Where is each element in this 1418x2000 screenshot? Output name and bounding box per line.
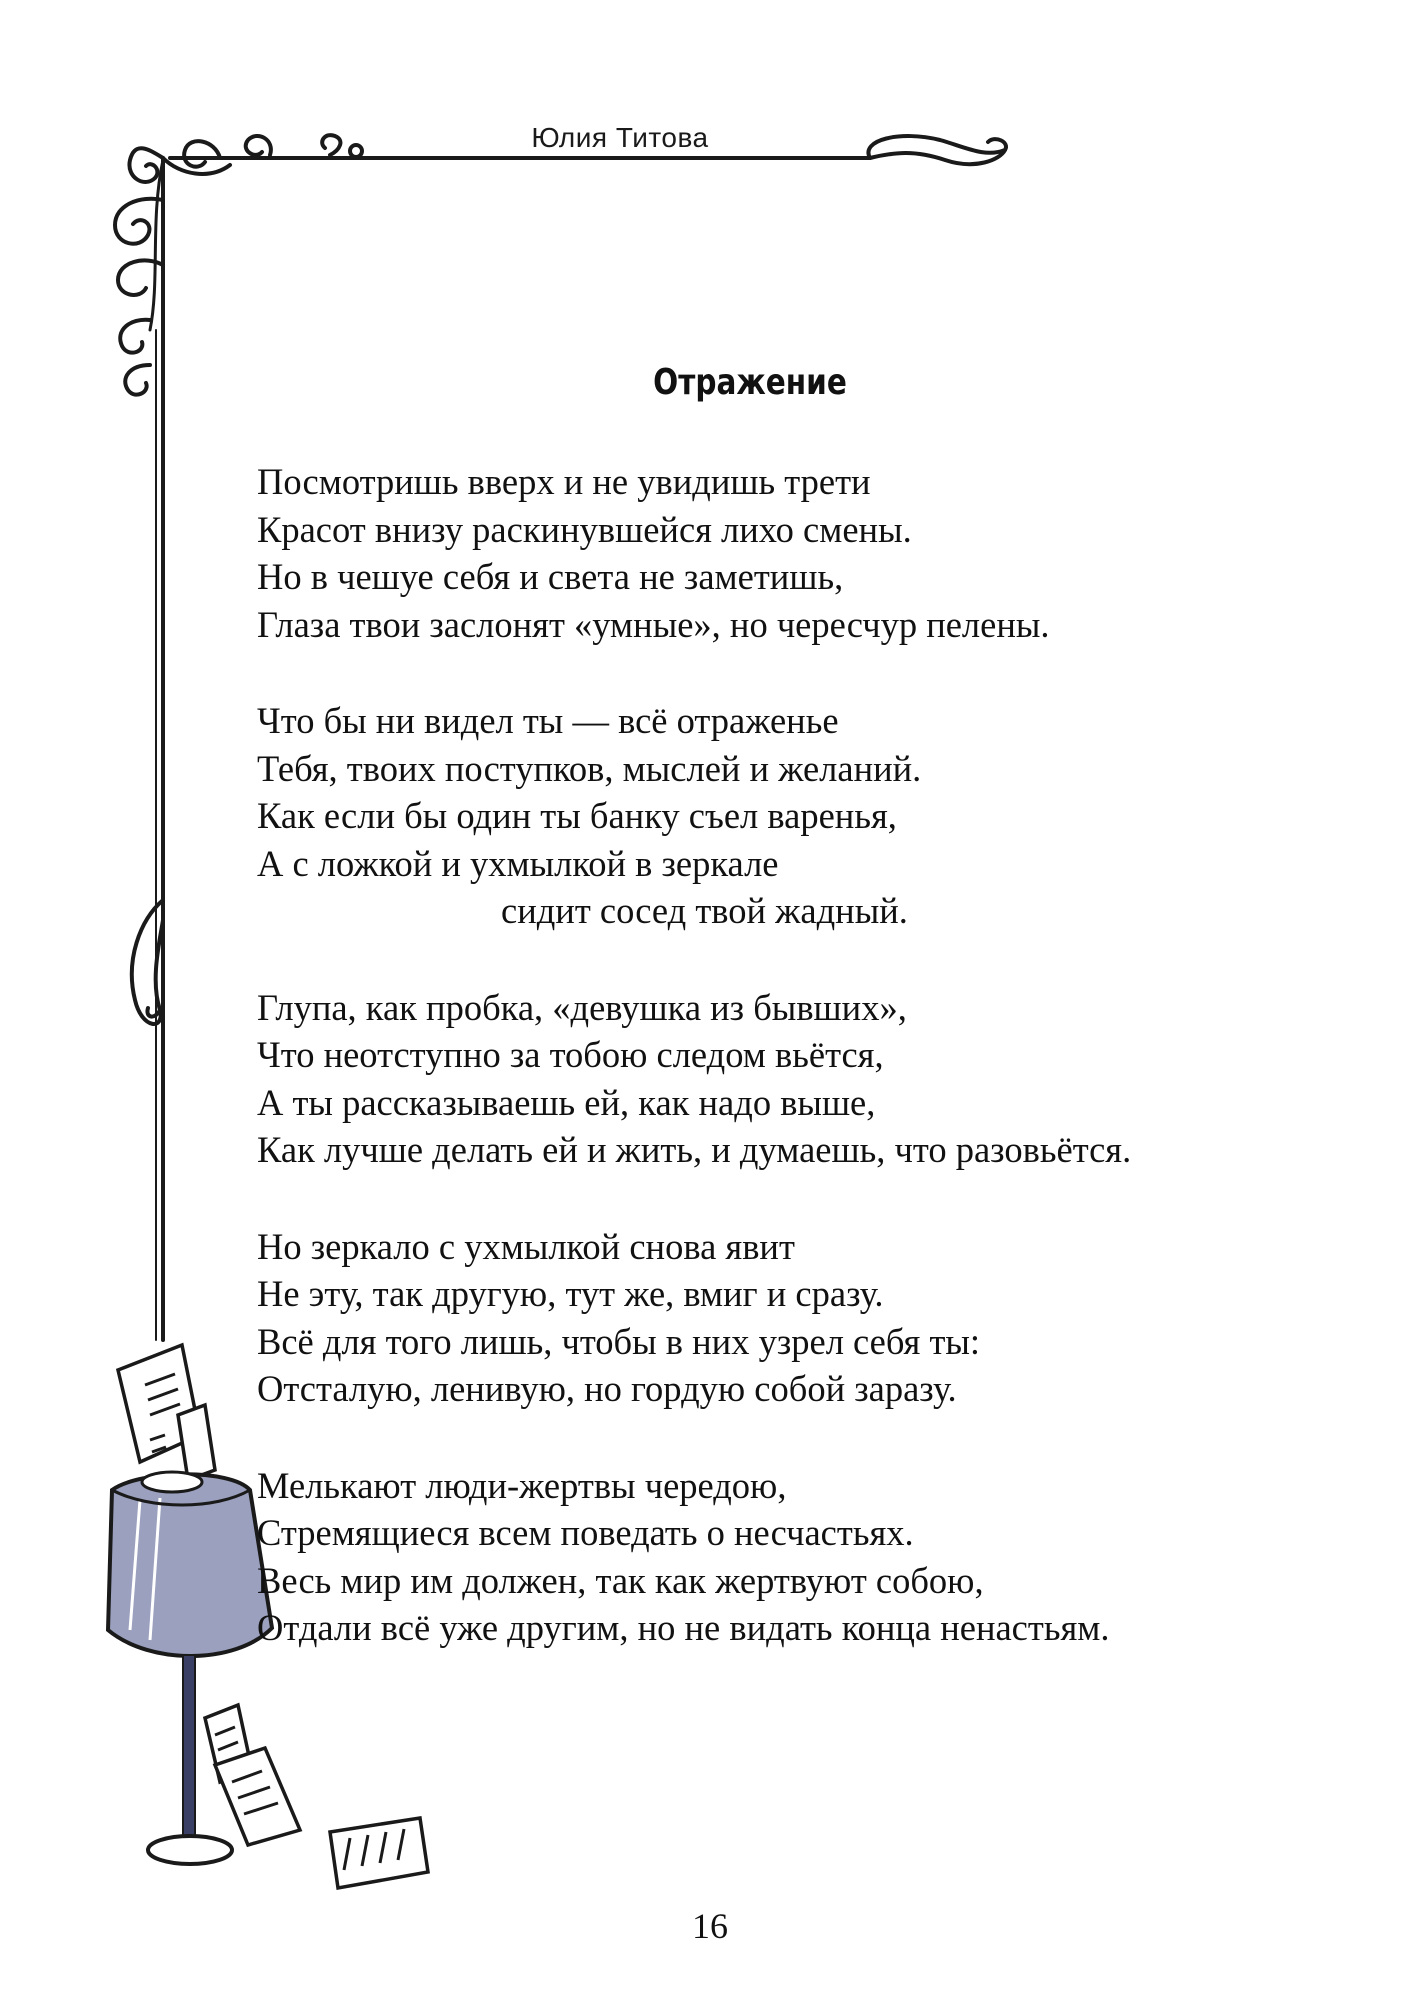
poem-body (257, 458, 1337, 1701)
poem-line: Весь мир им должен, так как жертвуют собою, (257, 1559, 984, 1601)
poem-line: А ты рассказываешь ей, как надо выше, (257, 1081, 876, 1123)
rule-flourish-icon (132, 900, 163, 1024)
poem-line: Красот внизу раскинувшейся лихо смены. (257, 508, 912, 550)
poem-line: Как лучше делать ей и жить, и думаешь, что разовьётся. (257, 1129, 1132, 1170)
poem-line: Но зеркало с ухмылкой снова явит (257, 1225, 795, 1267)
poem-line: Отдали всё уже другим, но не видать конца ненастьям. (257, 1607, 1110, 1648)
poem-line-indented: сидит сосед твой жадный. (501, 890, 908, 931)
poem-line: Отсталую, ленивую, но гордую собой заразу. (257, 1368, 957, 1409)
page-number: 16 (692, 1906, 728, 1946)
poem-line: Стремящиеся всем поведать о несчастьях. (257, 1512, 914, 1553)
poem-line: Глупа, как пробка, «девушка из бывших», (257, 986, 907, 1028)
poem-stanza-5 (257, 1462, 1337, 1652)
poem-stanza-4 (257, 1223, 1337, 1413)
poem-line: Тебя, твоих поступков, мыслей и желаний. (257, 747, 922, 789)
poem-line: Не эту, так другую, тут же, вмиг и сразу. (257, 1273, 884, 1314)
paper-sheet-icon (118, 1345, 215, 1480)
poem-stanza-2 (257, 697, 1337, 935)
poem-stanza-3 (257, 984, 1337, 1174)
poem-line: Всё для того лишь, чтобы в них узрел себя ты: (257, 1320, 981, 1362)
poem-title: Отражение (653, 362, 847, 403)
poem-line: Как если бы один ты банку съел варенья, (257, 795, 897, 836)
running-header-author: Юлия Титова (531, 122, 709, 153)
poem-line: Что бы ни видел ты — всё отраженье (257, 700, 839, 741)
poem-line: Мелькают люди-жертвы чередою, (257, 1464, 787, 1506)
poem-line: Посмотришь вверх и не увидишь трети (257, 461, 871, 502)
poem-stanza-1 (257, 458, 1337, 648)
corner-scroll-ornament (115, 135, 362, 395)
header-flourish-icon (868, 136, 1005, 164)
poem-line: Но в чешуе себя и света не заметишь, (257, 556, 844, 597)
poem-line: А с ложкой и ухмылкой в зеркале (257, 842, 779, 884)
poem-line: Глаза твои заслонят «умные», но чересчур пелены. (257, 603, 1050, 645)
poem-line: Что неотступно за тобою следом вьётся, (257, 1034, 884, 1075)
